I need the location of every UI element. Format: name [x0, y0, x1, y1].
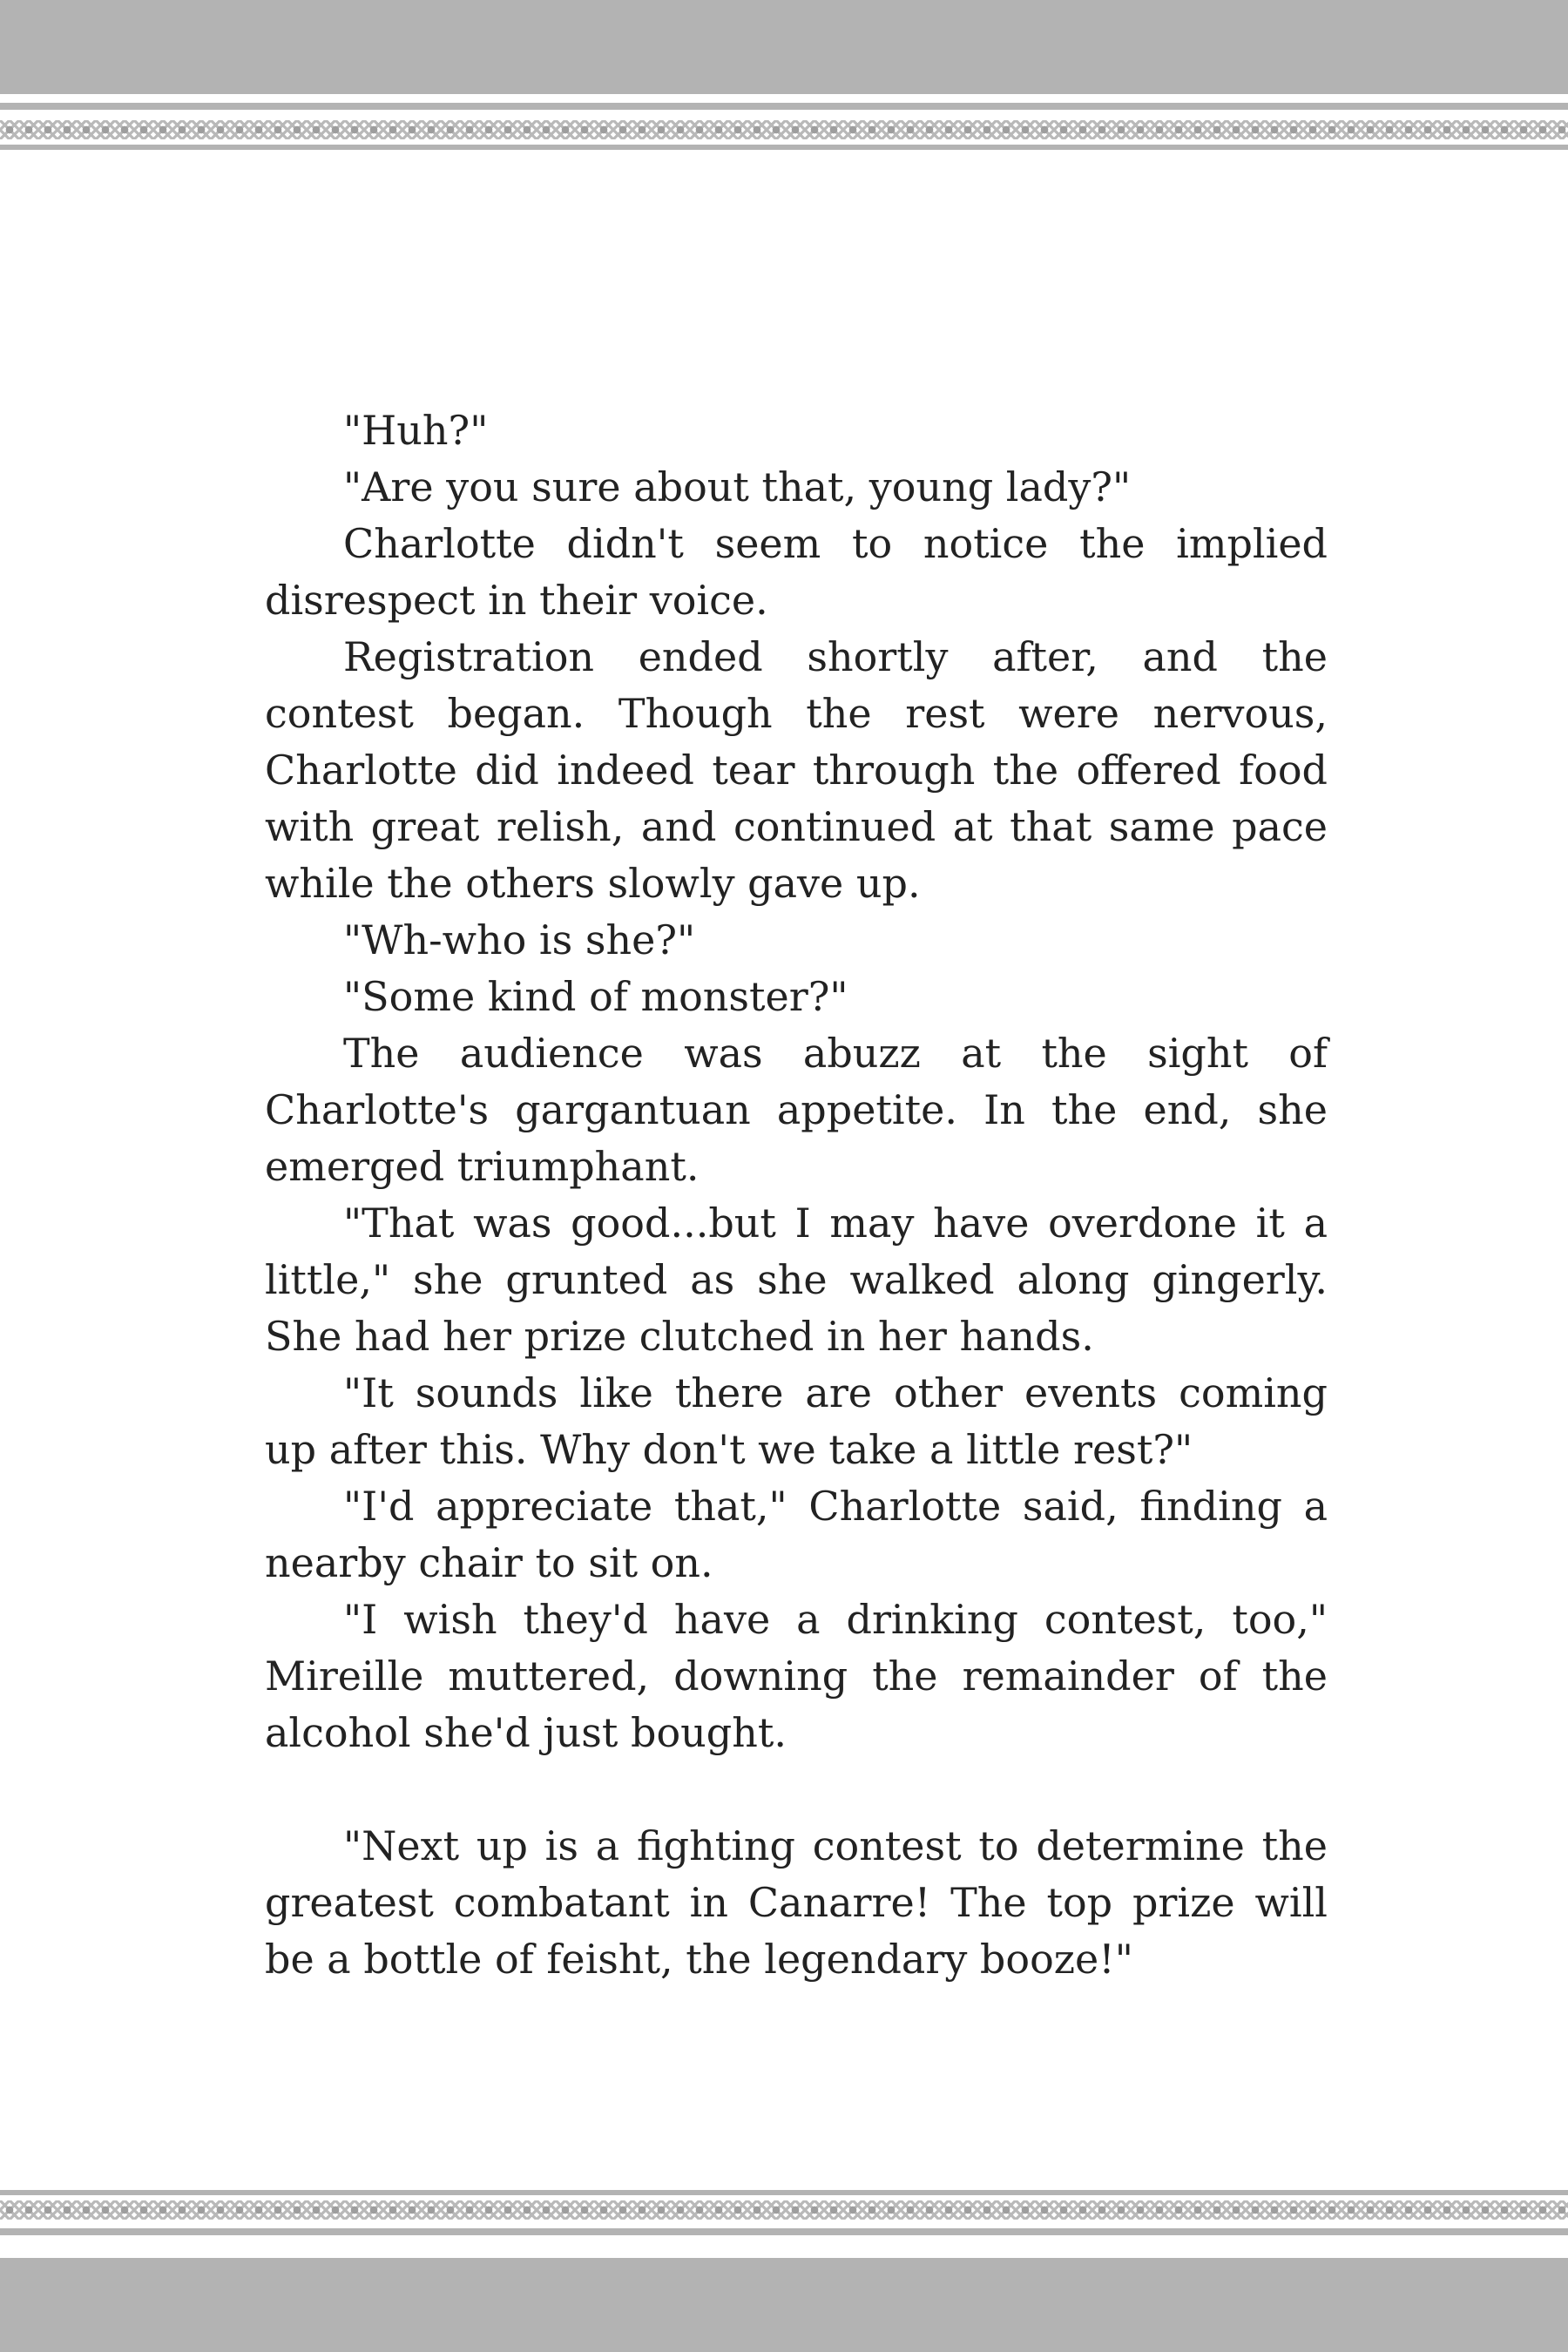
- paragraph: "Next up is a fighting contest to determine the greatest combatant in Canarre! The top prize will be a bottle of feisht, the legendary booze!": [265, 1822, 1328, 1983]
- paragraph: "I'd appreciate that," Charlotte said, finding a nearby chair to sit on.: [265, 1483, 1328, 1586]
- paragraph: "It sounds like there are other events coming up after this. Why don't we take a little rest?": [265, 1369, 1328, 1473]
- paragraph: "I wish they'd have a drinking contest, too," Mireille muttered, downing the remainder of the alcohol she'd just bought.: [265, 1596, 1328, 1756]
- paragraph: "Are you sure about that, young lady?": [343, 463, 1132, 510]
- paragraph: Charlotte didn't seem to notice the implied disrespect in their voice.: [265, 520, 1328, 624]
- top-gray-band: [0, 0, 1568, 94]
- paragraph: Registration ended shortly after, and the contest began. Though the rest were nervous, Charlotte did indeed tear through the offered food with great relish, and continued at that same pace while the others slowly gave up.: [265, 633, 1328, 907]
- top-border-line: [0, 103, 1568, 110]
- paragraph: The audience was abuzz at the sight of Charlotte's gargantuan appetite. In the end, she emerged triumphant.: [265, 1030, 1328, 1190]
- scene-break: [265, 1761, 1328, 1818]
- bottom-gray-band: [0, 2258, 1568, 2352]
- top-inner-border-line: [0, 145, 1568, 150]
- bottom-border-line: [0, 2228, 1568, 2235]
- paragraph: "Huh?": [343, 407, 489, 454]
- top-decorative-trim: [0, 120, 1568, 139]
- paragraph: "Wh-who is she?": [343, 916, 696, 963]
- bottom-inner-border-line: [0, 2190, 1568, 2195]
- bottom-decorative-trim: [0, 2200, 1568, 2220]
- paragraph: "Some kind of monster?": [343, 973, 848, 1020]
- page-text: [265, 402, 1328, 1988]
- paragraph: "That was good...but I may have overdone it a little," she grunted as she walked along gingerly. She had her prize clutched in her hands.: [265, 1200, 1328, 1360]
